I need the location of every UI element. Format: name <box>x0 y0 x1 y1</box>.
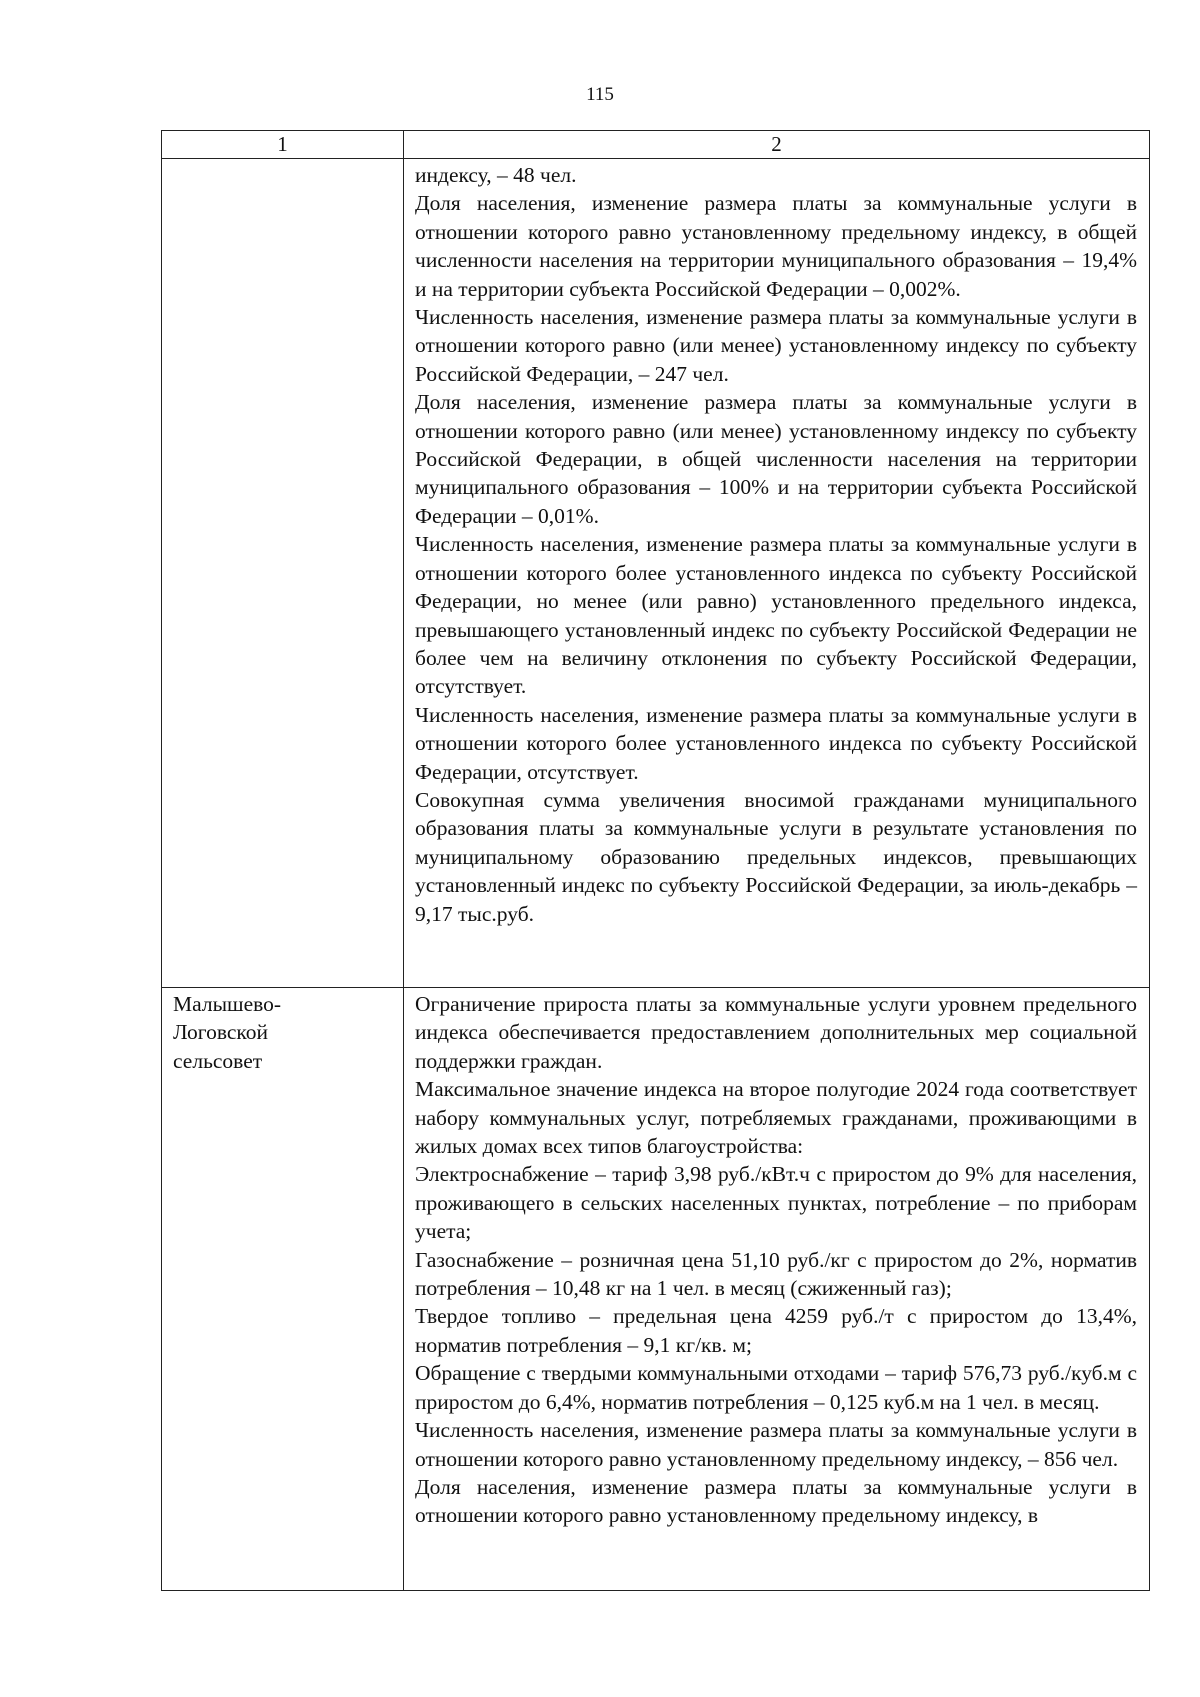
description-cell <box>404 988 1150 1591</box>
column-header-2: 2 <box>404 131 1150 159</box>
paragraph: Твердое топливо – предельная цена 4259 руб./т с приростом до 13,4%, норматив потребления – 9,1 кг/кв. м; <box>415 1304 1137 1357</box>
municipality-cell-empty <box>162 159 404 988</box>
municipality-name-line: сельсовет <box>173 1048 263 1073</box>
paragraph: Газоснабжение – розничная цена 51,10 руб./кг с приростом до 2%, норматив потребления – 10,48 кг на 1 чел. в месяц (сжиженный газ); <box>415 1247 1137 1301</box>
paragraph: Доля населения, изменение размера платы за коммунальные услуги в отношении которого равно установленному предельному индексу, в <box>415 1474 1137 1528</box>
paragraph: Численность населения, изменение размера платы за коммунальные услуги в отношении которого равно установленному предельному индексу, – 856 чел. <box>415 1418 1137 1471</box>
paragraph: Ограничение прироста платы за коммунальные услуги уровнем предельного индекса обеспечивается предоставлением дополнительных мер социальной поддержки граждан. <box>415 992 1137 1073</box>
paragraph: Совокупная сумма увеличения вносимой гражданами муниципального образования платы за коммунальные услуги в результате установления по муниципальному образованию предельных индексов, превышающих установленный индекс по субъекту Российской Федерации, за июль-декабрь – 9,17 тыс.руб. <box>415 787 1137 926</box>
data-table <box>161 130 1150 1591</box>
municipality-cell <box>162 988 404 1591</box>
paragraph: Максимальное значение индекса на второе полугодие 2024 года соответствует набору коммунальных услуг, потребляемых гражданами, проживающими в жилых домах всех типов благоустройства: <box>415 1077 1137 1159</box>
paragraph: Доля населения, изменение размера платы за коммунальные услуги в отношении которого равно (или менее) установленному индексу по субъекту Российской Федерации, в общей численности населения на территории муниципального образования – 100% и на территории субъекта Российской Федерации – 0,01%. <box>415 390 1137 528</box>
paragraph: Электроснабжение – тариф 3,98 руб./кВт.ч с приростом до 9% для населения, проживающего в сельских населенных пунктах, потребление – по приборам учета; <box>415 1162 1137 1244</box>
paragraph: Доля населения, изменение размера платы за коммунальные услуги в отношении которого равно установленному предельному индексу, в общей численности населения на территории муниципального образования – 19,4% и на территории субъекта Российской Федерации – 0,002%. <box>415 191 1137 301</box>
paragraph: Численность населения, изменение размера платы за коммунальные услуги в отношении которого более установленного индекса по субъекту Российской Федерации, отсутствует. <box>415 702 1137 784</box>
paragraph: индексу, – 48 чел. <box>415 163 577 187</box>
paragraph: Численность населения, изменение размера платы за коммунальные услуги в отношении которого более установленного индекса по субъекту Российской Федерации, но менее (или равно) установленного предельного индекса, превышающего установленный индекс по субъекту Российской Федерации не более чем на величину отклонения по субъекту Российской Федерации, отсутствует. <box>415 532 1137 699</box>
description-cell <box>404 159 1150 988</box>
table-header-row <box>162 131 1150 159</box>
table-row-continuation <box>162 159 1150 988</box>
municipality-name-line: Логовской <box>173 1020 269 1045</box>
column-header-1: 1 <box>162 131 404 159</box>
paragraph: Обращение с твердыми коммунальными отходами – тариф 576,73 руб./куб.м с приростом до 6,4%, норматив потребления – 0,125 куб.м на 1 чел. в месяц. <box>415 1361 1137 1414</box>
page-number: 115 <box>586 84 614 105</box>
table-row-malyshevo-logovskoy <box>162 988 1150 1591</box>
paragraph: Численность населения, изменение размера платы за коммунальные услуги в отношении которого равно (или менее) установленному индексу по субъекту Российской Федерации, – 247 чел. <box>415 305 1137 386</box>
municipality-name-line: Малышево- <box>173 992 282 1016</box>
